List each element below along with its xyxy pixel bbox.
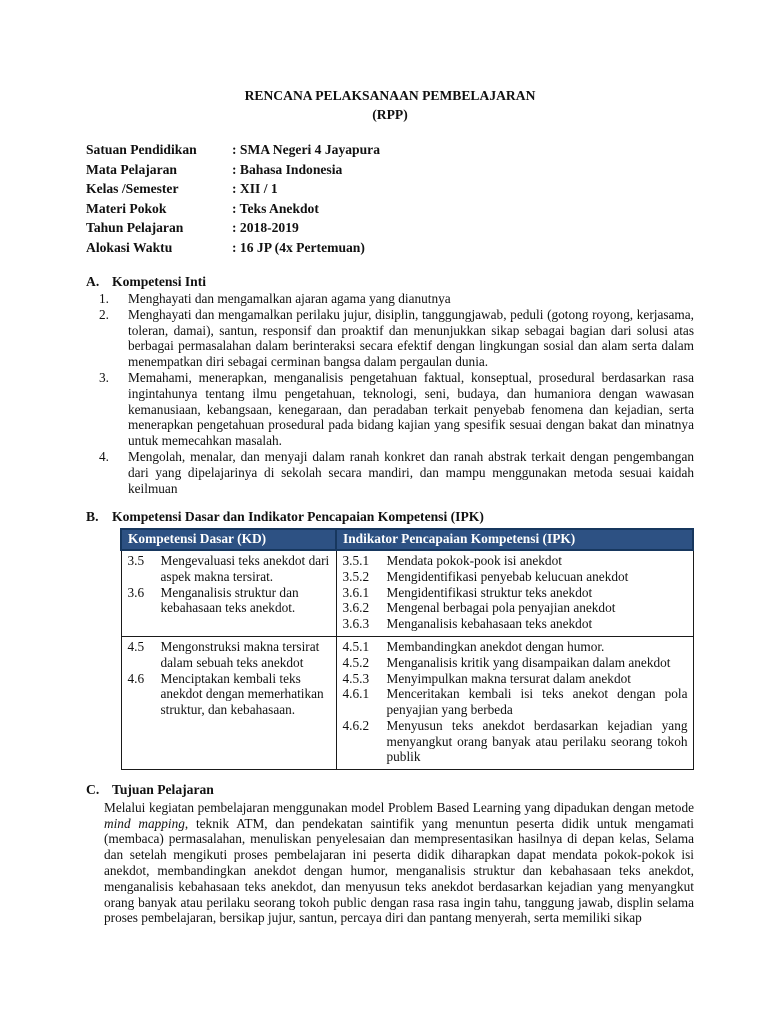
- document-title: RENCANA PELAKSANAAN PEMBELAJARAN: [244, 88, 536, 103]
- ipk-item: [343, 585, 688, 601]
- kd-item: [128, 553, 331, 585]
- section-title: Kompetensi Dasar dan Indikator Pencapaian Kompetensi (IPK): [112, 509, 484, 525]
- info-label: Alokasi Waktu: [86, 239, 173, 255]
- info-label: Tahun Pelajaran: [86, 220, 184, 236]
- section-letter: A.: [86, 273, 100, 289]
- info-value: : SMA Negeri 4 Jayapura: [232, 142, 381, 157]
- info-row-mata-pelajaran: [86, 160, 694, 180]
- info-block: [86, 140, 694, 258]
- section-letter: B.: [86, 509, 99, 525]
- ipk-number: 4.6.2: [342, 717, 370, 733]
- ipk-cell: [336, 550, 693, 636]
- kd-number: 4.6: [127, 670, 145, 686]
- ipk-item: [343, 686, 688, 718]
- table-row: [121, 636, 693, 769]
- ipk-item: [343, 718, 688, 765]
- kd-text: Menganalisis struktur dan kebahasaan teks anekdot.: [160, 584, 299, 616]
- info-value: : XII / 1: [232, 181, 278, 197]
- table-header-row: [121, 529, 693, 550]
- info-row-tahun-pelajaran: [86, 218, 694, 238]
- section-tujuan-pelajaran: [86, 782, 694, 926]
- info-value: : 16 JP (4x Pertemuan): [232, 239, 365, 255]
- list-item-text: Menghayati dan mengamalkan ajaran agama yang dianutnya: [128, 291, 451, 307]
- ipk-text: Menganalisis kritik yang disampaikan dalam anekdot: [386, 654, 671, 670]
- kompetensi-inti-list: [86, 291, 694, 496]
- ipk-item: [343, 600, 688, 616]
- ipk-cell: [336, 636, 693, 769]
- info-value: : Teks Anekdot: [232, 200, 319, 216]
- kd-item: [128, 671, 331, 718]
- list-item: [86, 291, 694, 307]
- info-row-alokasi-waktu: [86, 238, 694, 258]
- list-item-text: Memahami, menerapkan, menganalisis pengetahuan faktual, konseptual, prosedural berdasarkan rasa ingintahunya tentang ilmu pengetahuan, teknologi, seni, budaya, dan humaniora dengan wawasan kemanusiaan, kebangsaan, kenegaraan, dan peradaban terkait penyebab fenomena dan kejadian, serta menerapkan pengetahuan prosedural pada bidang kajian yang spesifik sesuai dengan bakat dan minatnya untuk memecahkan masalah.: [128, 370, 694, 449]
- ipk-number: 4.5.2: [342, 654, 370, 670]
- kd-ipk-table: [120, 528, 694, 770]
- list-item-number: 2.: [99, 306, 109, 322]
- list-item-text: Mengolah, menalar, dan menyaji dalam ranah konkret dan ranah abstrak terkait dengan pengembangan dari yang dipelajarinya di sekolah secara mandiri, dan mampu menggunakan metoda sesuai kaidah keilmuan: [128, 449, 694, 496]
- kd-text: Mengevaluasi teks anekdot dari aspek makna tersirat.: [160, 552, 330, 584]
- kd-item: [128, 639, 331, 671]
- ipk-item: [343, 616, 688, 632]
- kd-number: 3.6: [127, 584, 145, 600]
- list-item: [86, 370, 694, 449]
- info-value: : Bahasa Indonesia: [232, 161, 343, 177]
- ipk-text: Mendata pokok-pook isi anekdot: [386, 552, 562, 568]
- info-row-kelas-semester: [86, 179, 694, 199]
- tujuan-text-italic: mind mapping: [104, 815, 185, 831]
- table-row: [121, 550, 693, 636]
- tujuan-text-before: Melalui kegiatan pembelajaran menggunakan model Problem Based Learning yang dipadukan dengan metode: [104, 799, 694, 815]
- document-subtitle: (RPP): [372, 107, 408, 122]
- ipk-text: Mengenal berbagai pola penyajian anekdot: [386, 600, 616, 616]
- kd-text: Menciptakan kembali teks anekdot dengan memerhatikan struktur, dan kebahasaan.: [160, 670, 324, 718]
- ipk-text: Membandingkan anekdot dengan humor.: [386, 638, 605, 654]
- ipk-number: 3.5.2: [342, 568, 370, 584]
- info-value: : 2018-2019: [232, 220, 299, 236]
- list-item: [86, 449, 694, 496]
- table-header-ipk: Indikator Pencapaian Kompetensi (IPK): [336, 529, 693, 550]
- ipk-item: [343, 655, 688, 671]
- section-letter: C.: [86, 782, 100, 798]
- ipk-number: 3.6.3: [342, 616, 370, 632]
- ipk-number: 3.6.2: [342, 600, 370, 616]
- list-item-number: 3.: [99, 370, 109, 386]
- kd-cell: [121, 550, 336, 636]
- kd-number: 4.5: [127, 638, 145, 654]
- info-label: Mata Pelajaran: [86, 161, 177, 177]
- ipk-text: Menyimpulkan makna tersurat dalam anekdot: [386, 670, 631, 686]
- section-b-heading: [86, 509, 694, 526]
- list-item-number: 4.: [99, 449, 109, 465]
- kd-number: 3.5: [127, 552, 145, 568]
- ipk-item: [343, 569, 688, 585]
- tujuan-text-after: , teknik ATM, dan pendekatan saintifik yang menuntun peserta didik untuk mengamati (membaca) permasalahan, menuliskan penyelesaian dan mempresentasikan hasilnya di depan kelas, Selama dan setelah mengikuti proses pembelajaran ini peserta didik diharapkan dapat mendata pokok-pokok isi anekdot, membandingkan anekdot dengan humor, menganalisis struktur dan kebahasaan teks anekdot, menganalisis kebahasaan teks anekdot, dan menyusun teks anekdot berdasarkan kejadian yang menyangkut orang banyak atau perilaku seorang tokoh public dengan rasa rasa ingin tahu, tanggung jawab, displin selama proses pembelajaran, bersikap jujur, santun, percaya diri dan pantang menyerah, serta memiliki sikap: [104, 815, 694, 926]
- info-label: Materi Pokok: [86, 200, 167, 216]
- ipk-item: [343, 671, 688, 687]
- info-row-materi-pokok: [86, 199, 694, 219]
- list-item-text: Menghayati dan mengamalkan perilaku jujur, disiplin, tanggungjawab, peduli (gotong royong, kerjasama, toleran, damai), santun, responsif dan proaktif dan menunjukkan sikap sebagai bagian dari solusi atas berbagai permasalahan dalam berinteraksi secara efektif dengan lingkungan sosial dan alam serta dalam menempatkan diri sebagai cerminan bangsa dalam pergaulan dunia.: [128, 306, 694, 370]
- tujuan-paragraph: [104, 800, 694, 926]
- document-title-block: [86, 86, 694, 124]
- ipk-text: Menyusun teks anekdot berdasarkan kejadian yang menyangkut orang banyak atau perilaku seorang tokoh publik: [386, 717, 688, 765]
- ipk-number: 4.5.3: [342, 670, 370, 686]
- info-label: Satuan Pendidikan: [86, 142, 197, 157]
- kd-text: Mengonstruksi makna tersirat dalam sebuah teks anekdot: [160, 638, 320, 670]
- ipk-text: Menceritakan kembali isi teks anekot dengan pola penyajian yang berbeda: [386, 686, 688, 718]
- section-kompetensi-inti: [86, 274, 694, 497]
- list-item-number: 1.: [99, 291, 109, 307]
- kd-item: [128, 585, 331, 617]
- ipk-number: 3.6.1: [342, 584, 370, 600]
- info-row-satuan-pendidikan: [86, 140, 694, 160]
- ipk-item: [343, 639, 688, 655]
- ipk-text: Mengidentifikasi struktur teks anekdot: [386, 584, 593, 600]
- section-title: Tujuan Pelajaran: [112, 782, 214, 798]
- section-title: Kompetensi Inti: [112, 273, 207, 289]
- ipk-item: [343, 553, 688, 569]
- ipk-number: 3.5.1: [342, 552, 370, 568]
- table-header-kd: Kompetensi Dasar (KD): [121, 529, 336, 550]
- kd-cell: [121, 636, 336, 769]
- list-item: [86, 307, 694, 370]
- section-c-heading: [86, 782, 694, 799]
- ipk-number: 4.5.1: [342, 638, 370, 654]
- section-kompetensi-dasar: [86, 509, 694, 770]
- section-a-heading: [86, 274, 694, 291]
- info-label: Kelas /Semester: [86, 181, 179, 197]
- ipk-text: Mengidentifikasi penyebab kelucuan anekdot: [386, 568, 629, 584]
- ipk-number: 4.6.1: [342, 686, 370, 702]
- ipk-text: Menganalisis kebahasaan teks anekdot: [386, 616, 593, 632]
